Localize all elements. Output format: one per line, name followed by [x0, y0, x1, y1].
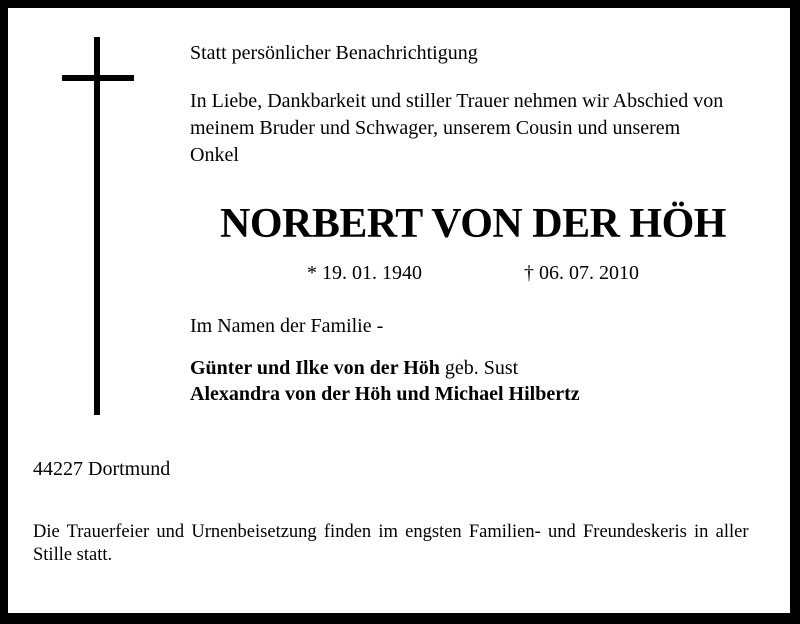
mourner-line-2 [190, 381, 585, 408]
birth-date: * 19. 01. 1940 [307, 262, 422, 284]
intro-line-3: Onkel [190, 144, 239, 166]
deceased-name: NORBERT VON DER HÖH [220, 201, 726, 247]
notice-preline: Statt persönlicher Benachrichtigung [190, 42, 478, 64]
cross-vertical-bar [94, 37, 100, 415]
mourner-2-names: Alexandra von der Höh und Michael Hilbertz [190, 383, 580, 405]
mourner-line-1 [190, 355, 518, 382]
intro-paragraph [190, 88, 770, 169]
funeral-line-2: Stille statt. [33, 544, 113, 565]
mourner-1-names: Günter und Ilke von der Höh [190, 357, 440, 379]
city-line: 44227 Dortmund [33, 458, 171, 480]
intro-line-1: In Liebe, Dankbarkeit und stiller Trauer nehmen wir Abschied von [190, 90, 724, 112]
mourner-1-suffix: geb. Sust [444, 357, 519, 379]
cross-horizontal-bar [62, 75, 134, 81]
funeral-line-1: Die Trauerfeier und Urnenbeisetzung finden im engsten Familien- und Freundeskeris in aller [33, 522, 749, 542]
intro-line-2: meinem Bruder und Schwager, unserem Cousin und unserem [190, 117, 681, 139]
family-intro-line: Im Namen der Familie - [190, 315, 384, 337]
funeral-paragraph [33, 521, 770, 566]
death-date: † 06. 07. 2010 [524, 262, 639, 284]
